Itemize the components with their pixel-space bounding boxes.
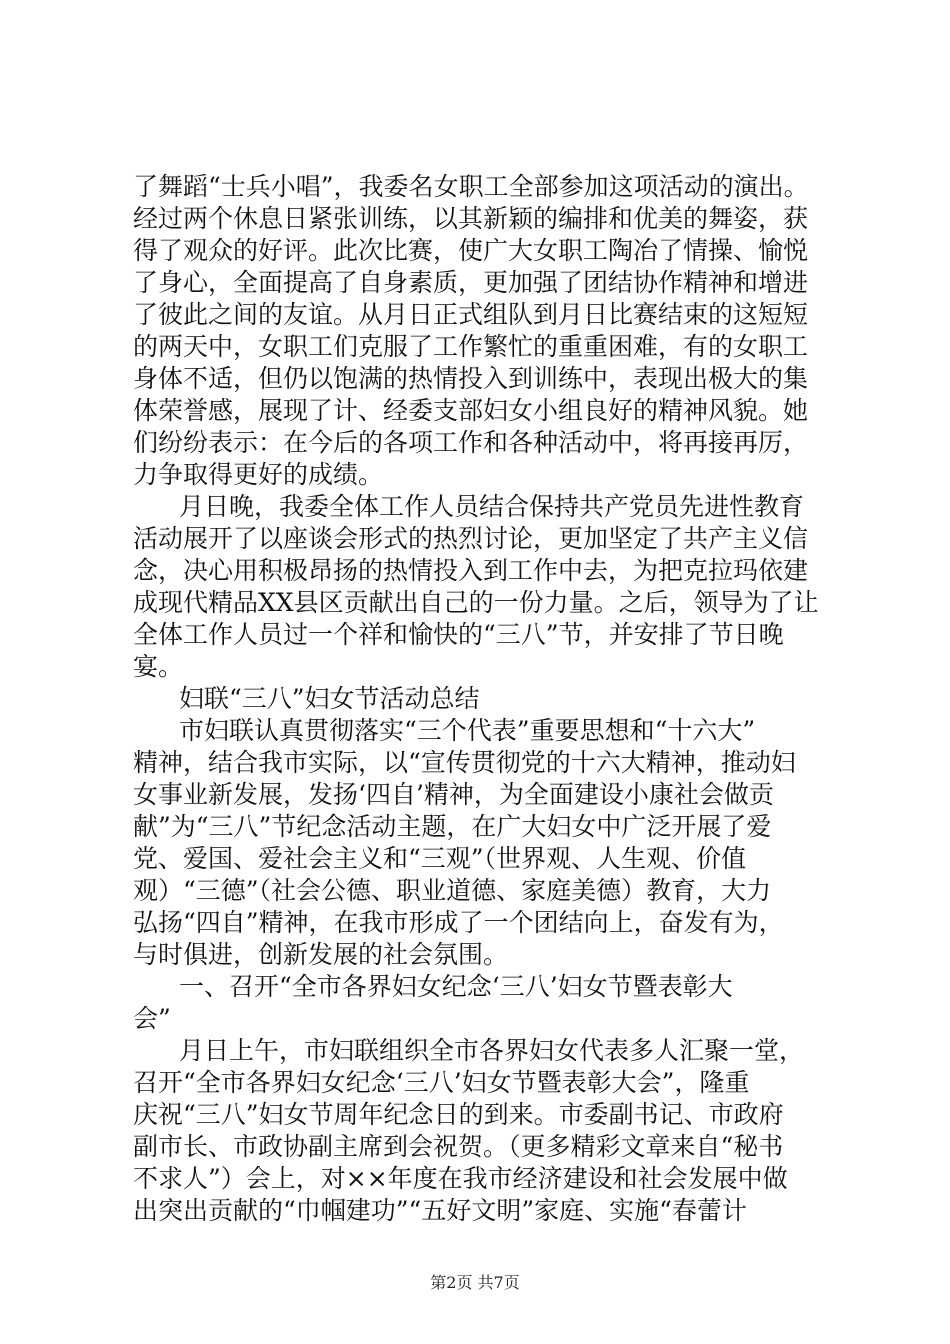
section-title: 妇联“三八”妇女节活动总结 [179, 684, 480, 713]
section-heading: 一、召开“全市各界妇女纪念‘三八’妇女节暨表彰大 [179, 972, 733, 1001]
text-line: 献”为“三八”节纪念活动主题，在广大妇女中广泛开展了爱 [133, 812, 772, 841]
text-line: 与时俱进，创新发展的社会氛围。 [133, 940, 509, 969]
text-line: 观）“三德”（社会公德、职业道德、家庭美德）教育，大力 [133, 876, 772, 905]
text-line: 力争取得更好的成绩。 [133, 460, 384, 489]
text-line: 庆祝“三八”妇女节周年纪念日的到来。市委副书记、市政府 [133, 1100, 784, 1129]
paragraph-start-line: 月日上午，市妇联组织全市各界妇女代表多人汇聚一堂， [179, 1036, 805, 1065]
text-line: 召开“全市各界妇女纪念‘三八’妇女节暨表彰大会”，隆重 [133, 1068, 750, 1097]
text-line: 宴。 [133, 652, 184, 681]
text-line: 精神，结合我市实际，以“宣传贯彻党的十六大精神，推动妇 [133, 748, 796, 777]
text-line: 念，决心用积极昂扬的热情投入到工作中去，为把克拉玛依建 [133, 556, 809, 585]
text-line: 女事业新发展，发扬‘四自’精神，为全面建设小康社会做贡 [133, 780, 774, 809]
text-line: 副市长、市政协副主席到会祝贺。（更多精彩文章来自“秘书 [133, 1132, 784, 1161]
text-line: 了舞蹈“士兵小唱”，我委名女职工全部参加这项活动的演出。 [133, 172, 809, 201]
text-line: 了彼此之间的友谊。从月日正式组队到月日比赛结束的这短短 [133, 300, 809, 329]
text-line: 得了观众的好评。此次比赛，使广大女职工陶冶了情操、愉悦 [133, 236, 809, 265]
text-line: 全体工作人员过一个祥和愉快的“三八”节，并安排了节日晚 [133, 620, 784, 649]
text-line: 经过两个休息日紧张训练，以其新颖的编排和优美的舞姿，获 [133, 204, 809, 233]
text-line: 活动展开了以座谈会形式的热烈讨论，更加坚定了共产主义信 [133, 524, 809, 553]
page-number-footer: 第2页 共7页 [430, 1273, 520, 1292]
paragraph-start-line: 市妇联认真贯彻落实“三个代表”重要思想和“十六大” [179, 716, 756, 745]
text-line: 们纷纷表示：在今后的各项工作和各种活动中，将再接再厉， [133, 428, 809, 457]
paragraph-start-line: 月日晚，我委全体工作人员结合保持共产党员先进性教育 [179, 492, 805, 521]
text-line: 党、爱国、爱社会主义和“三观”（世界观、人生观、价值 [133, 844, 747, 873]
section-heading-continued: 会” [133, 1004, 171, 1033]
text-line: 不求人”）会上，对××年度在我市经济建设和社会发展中做 [133, 1164, 788, 1193]
text-line: 身体不适，但仍以饱满的热情投入到训练中，表现出极大的集 [133, 364, 809, 393]
text-line: 了身心，全面提高了自身素质，更加强了团结协作精神和增进 [133, 268, 809, 297]
text-line: 出突出贡献的“巾帼建功”“五好文明”家庭、实施“春蕾计 [133, 1196, 747, 1225]
text-line: 的两天中，女职工们克服了工作繁忙的重重困难，有的女职工 [133, 332, 809, 361]
text-line: 体荣誉感，展现了计、经委支部妇女小组良好的精神风貌。她 [133, 396, 809, 425]
text-line: 成现代精品XX县区贡献出自己的一份力量。之后，领导为了让 [133, 588, 819, 617]
text-line: 弘扬“四自”精神，在我市形成了一个团结向上，奋发有为， [133, 908, 784, 937]
